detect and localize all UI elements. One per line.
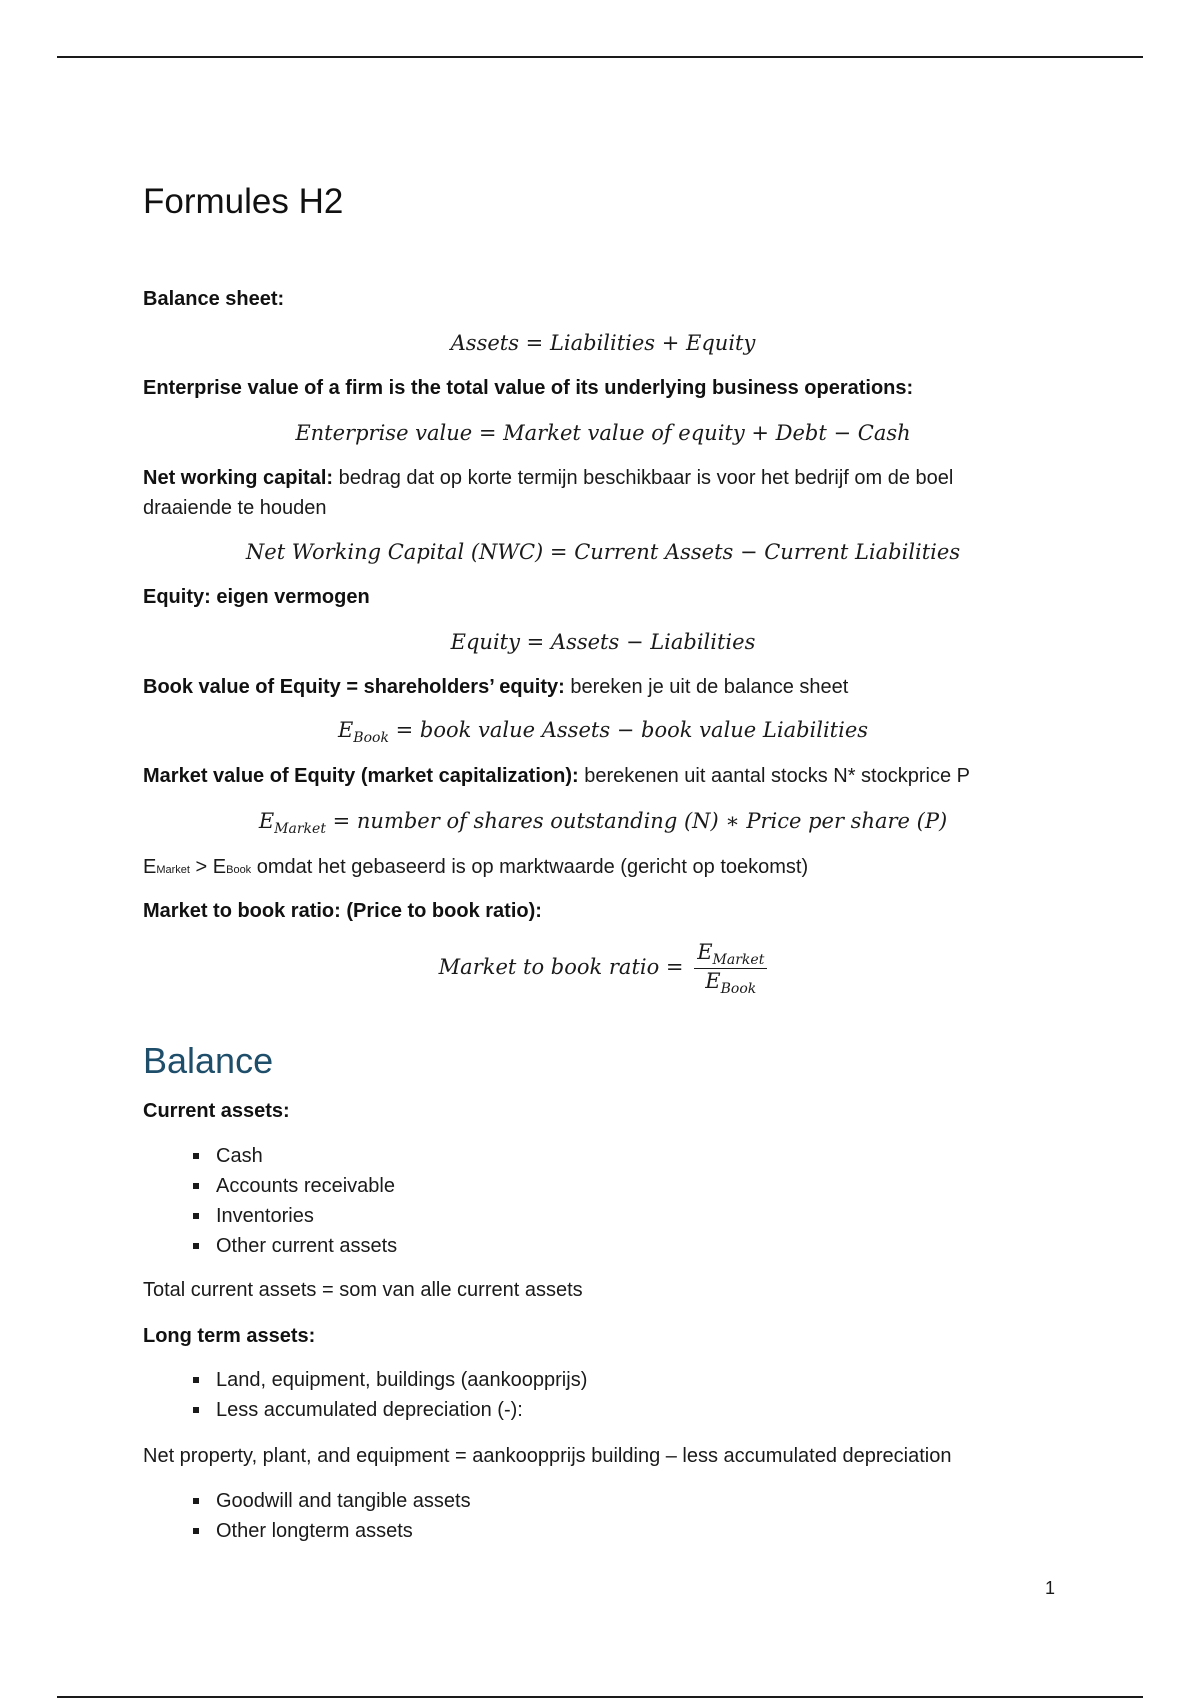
num-symbol: E — [697, 940, 713, 964]
header-rule — [57, 56, 1143, 58]
long-term-assets-list — [193, 1365, 587, 1425]
comparison-sub1: Market — [156, 864, 190, 876]
list-item: Other longterm assets — [193, 1516, 471, 1546]
market-value-paragraph — [143, 761, 1043, 791]
comparison-e1: E — [143, 856, 157, 878]
mtb-fraction — [694, 940, 767, 997]
net-ppe-line: Net property, plant, and equipment = aankoopprijs building – less accumulated depreciation — [143, 1445, 952, 1467]
mtb-lhs: Market to book ratio = — [438, 955, 691, 980]
book-value-text: bereken je uit de balance sheet — [564, 676, 849, 698]
nwc-equation: Net Working Capital (NWC) = Current Assets − Current Liabilities — [245, 540, 961, 564]
balance-sheet-label: Balance sheet: — [143, 288, 285, 310]
eq-rhs: = number of shares outstanding (N) ∗ Price per share (P) — [325, 809, 948, 833]
book-value-equation — [143, 718, 1063, 746]
other-assets-list — [193, 1486, 471, 1546]
comparison-sub2: Book — [226, 864, 252, 876]
den-subscript: Book — [720, 981, 757, 998]
current-assets-list — [193, 1141, 397, 1261]
equity-label: Equity: eigen vermogen — [143, 586, 370, 608]
list-item: Inventories — [193, 1201, 397, 1231]
list-item: Accounts receivable — [193, 1171, 397, 1201]
list-item: Other current assets — [193, 1231, 397, 1261]
nwc-label: Net working capital: — [143, 467, 334, 489]
book-value-paragraph — [143, 672, 1043, 702]
nwc-text: bedrag dat op korte termijn beschikbaar is voor het bedrijf om de boel draaiende te houden — [143, 467, 954, 519]
market-value-label: Market value of Equity (market capitalization): — [143, 765, 579, 787]
mtb-denominator — [694, 969, 767, 997]
eq-subscript: Market — [274, 821, 326, 838]
book-value-label: Book value of Equity = shareholders’ equity: — [143, 676, 565, 698]
comparison-e2: E — [212, 856, 227, 878]
comparison-line — [143, 856, 808, 879]
balance-heading: Balance — [143, 1040, 274, 1081]
footer-rule — [57, 1696, 1143, 1698]
enterprise-value-label: Enterprise value of a firm is the total value of its underlying business operations: — [143, 377, 914, 399]
nwc-paragraph — [143, 463, 1043, 523]
balance-sheet-equation: Assets = Liabilities + Equity — [450, 331, 756, 355]
eq-symbol: E — [258, 809, 275, 833]
list-item: Goodwill and tangible assets — [193, 1486, 471, 1516]
page-title: Formules H2 — [143, 182, 344, 221]
mtb-numerator — [694, 940, 767, 969]
mtb-equation — [143, 940, 1063, 997]
eq-subscript: Book — [353, 730, 389, 747]
eq-symbol: E — [337, 718, 354, 742]
current-assets-label: Current assets: — [143, 1100, 290, 1122]
list-item: Land, equipment, buildings (aankoopprijs) — [193, 1365, 587, 1395]
equity-equation: Equity = Assets − Liabilities — [450, 630, 756, 654]
den-symbol: E — [705, 969, 721, 994]
enterprise-value-equation: Enterprise value = Market value of equity + Debt − Cash — [295, 421, 911, 445]
list-item: Less accumulated depreciation (-): — [193, 1395, 587, 1425]
list-item: Cash — [193, 1141, 397, 1171]
page-number: 1 — [1045, 1578, 1056, 1598]
long-term-assets-label: Long term assets: — [143, 1325, 316, 1347]
market-value-equation — [143, 809, 1063, 837]
num-subscript: Market — [712, 952, 765, 969]
comparison-text: omdat het gebaseerd is op marktwaarde (gericht op toekomst) — [251, 856, 809, 878]
market-value-text: berekenen uit aantal stocks N* stockprice P — [578, 765, 970, 787]
eq-rhs: = book value Assets − book value Liabilities — [388, 718, 869, 742]
total-current-assets: Total current assets = som van alle current assets — [143, 1279, 583, 1301]
mtb-label: Market to book ratio: (Price to book ratio): — [143, 900, 542, 922]
comparison-operator: > — [189, 856, 213, 878]
